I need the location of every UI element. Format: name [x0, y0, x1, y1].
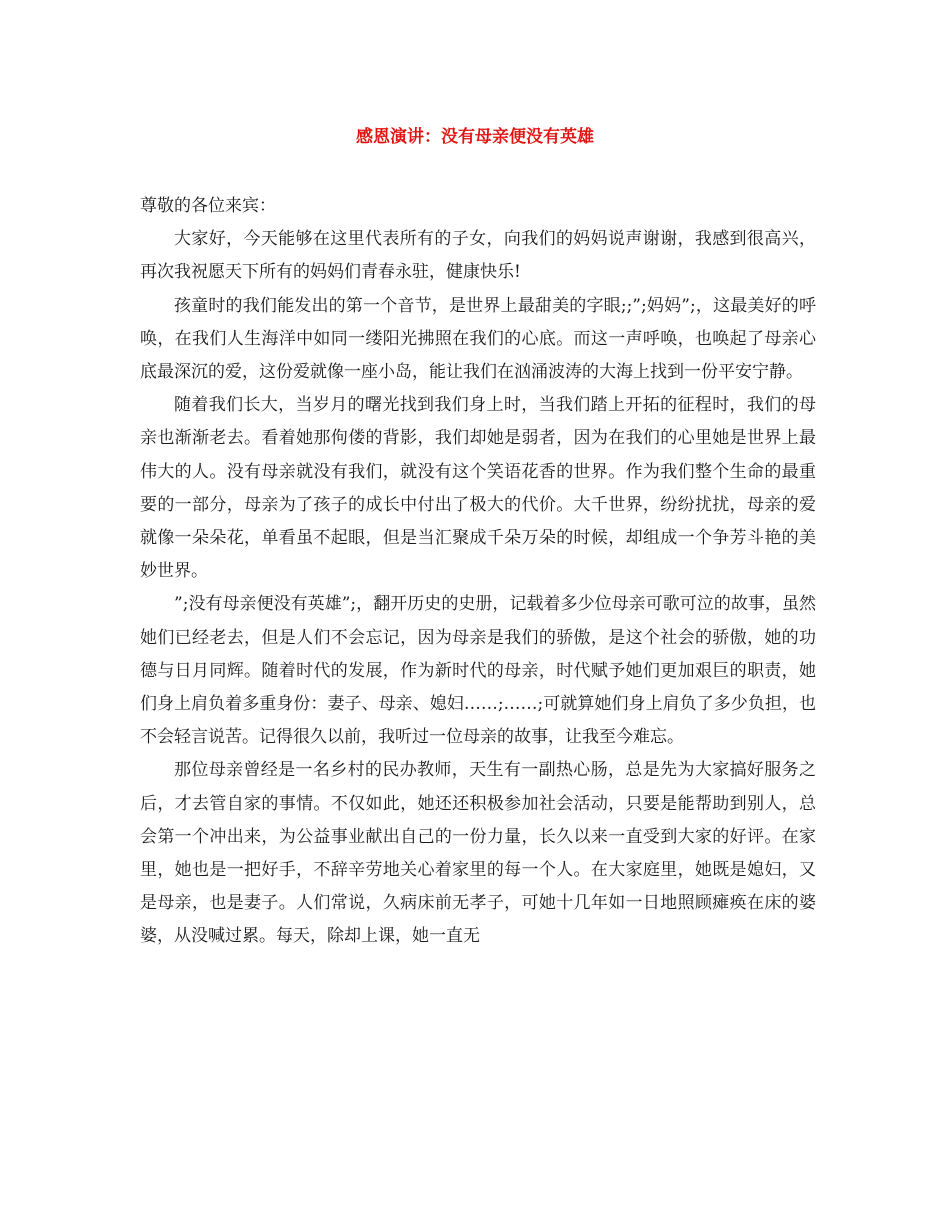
paragraph-1: 大家好，今天能够在这里代表所有的子女，向我们的妈妈说声谢谢，我感到很高兴，再次我祝愿天下所有的妈妈们青春永驻，健康快乐! — [140, 229, 816, 283]
paragraph-3: 随着我们长大，当岁月的曙光找到我们身上时，当我们踏上开拓的征程时，我们的母亲也渐渐老去。看着她那佝偻的背影，我们却她是弱者，因为在我们的心里她是世界上最伟大的人。没有母亲就没有我们，就没有这个笑语花香的世界。作为我们整个生命的最重要的一部分，母亲为了孩子的成长中付出了极大的代价。大千世界，纷纷扰扰，母亲的爱就像一朵朵花，单看虽不起眼，但是当汇聚成千朵万朵的时候，却组成一个争芳斗艳的美妙世界。 — [140, 395, 816, 582]
paragraph-2: 孩童时的我们能发出的第一个音节，是世界上最甜美的字眼;;”;妈妈”;，这最美好的呼唤，在我们人生海洋中如同一缕阳光拂照在我们的心底。而这一声呼唤，也唤起了母亲心底最深沉的爱，这份爱就像一座小岛，能让我们在汹涌波涛的大海上找到一份平安宁静。 — [140, 295, 816, 383]
salutation: 尊敬的各位来宾： — [140, 196, 276, 216]
paragraph-5: 那位母亲曾经是一名乡村的民办教师，天生有一副热心肠，总是先为大家搞好服务之后，才去管自家的事情。不仅如此，她还还积极参加社会活动，只要是能帮助到别人，总会第一个冲出来，为公益事业献出自己的一份力量，长久以来一直受到大家的好评。在家里，她也是一把好手，不辞辛劳地关心着家里的每一个人。在大家庭里，她既是媳妇，又是母亲，也是妻子。人们常说，久病床前无孝子，可她十几年如一日地照顾瘫痪在床的婆婆，从没喊过累。每天，除却上课，她一直无 — [140, 760, 816, 947]
paragraph-4: ”;没有母亲便没有英雄”;，翻开历史的史册，记载着多少位母亲可歌可泣的故事，虽然她们已经老去，但是人们不会忘记，因为母亲是我们的骄傲，是这个社会的骄傲，她的功德与日月同辉。随着时代的发展，作为新时代的母亲，时代赋予她们更加艰巨的职责，她们身上肩负着多重身份：妻子、母亲、媳妇……;……;可就算她们身上肩负了多少负担，也不会轻言说苦。记得很久以前，我听过一位母亲的故事，让我至今难忘。 — [140, 594, 816, 748]
document-title: 感恩演讲：没有母亲便没有英雄 — [356, 127, 594, 147]
document-body — [140, 190, 816, 954]
